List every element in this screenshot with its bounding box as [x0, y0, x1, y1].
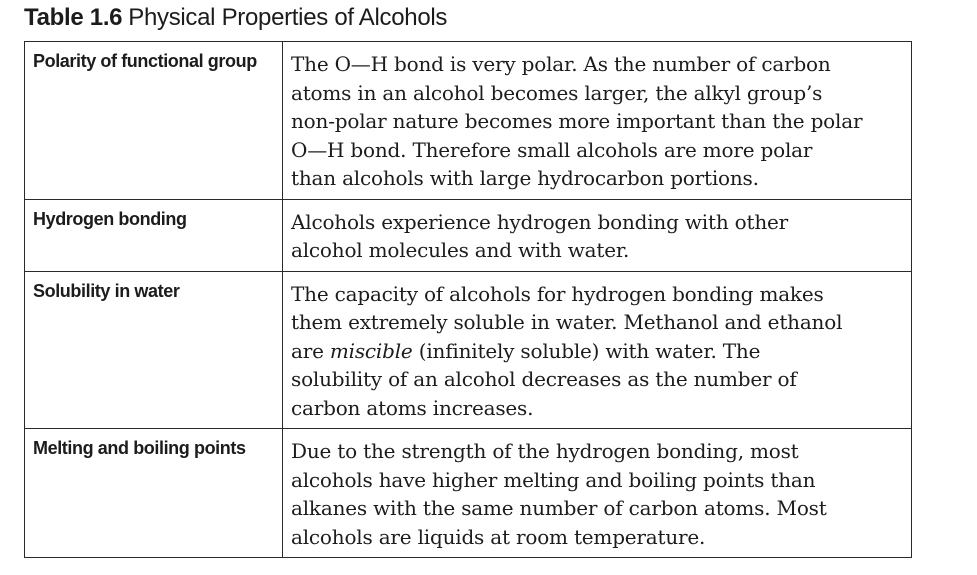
description-line: Due to the strength of the hydrogen bonding, most: [291, 439, 799, 463]
table-row: [25, 429, 912, 558]
property-name: Hydrogen bonding: [25, 199, 283, 271]
property-description: [283, 429, 912, 558]
table-caption: [24, 4, 447, 32]
description-line: alcohol molecules and with water.: [291, 238, 630, 262]
table-number: Table 1.6: [24, 4, 123, 31]
table-row: [25, 199, 912, 271]
property-description: [283, 42, 912, 200]
description-line: than alcohols with large hydrocarbon portions.: [291, 166, 759, 190]
description-line: The O—H bond is very polar. As the number of carbon: [291, 52, 831, 76]
description-line: non-polar nature becomes more important than the polar: [291, 109, 863, 133]
description-line: O—H bond. Therefore small alcohols are more polar: [291, 137, 813, 162]
description-line: (infinitely soluble) with water. The: [418, 338, 761, 363]
property-name: Polarity of functional group: [25, 42, 283, 200]
table-row: [25, 271, 912, 429]
property-description: [283, 199, 912, 271]
description-line: solubility of an alcohol decreases as the number of: [291, 367, 797, 391]
description-line: are: [291, 338, 324, 363]
italic-term: miscible: [329, 338, 413, 363]
description-line: alcohols have higher melting and boiling points than: [291, 467, 816, 492]
description-line: Alcohols experience hydrogen bonding with other: [291, 209, 789, 234]
description-line: atoms in an alcohol becomes larger, the alkyl group’s: [291, 80, 823, 105]
properties-table: [24, 41, 912, 558]
description-line: them extremely soluble in water. Methanol and ethanol: [291, 310, 843, 334]
property-name: Solubility in water: [25, 271, 283, 429]
property-description: [283, 271, 912, 429]
property-name: Melting and boiling points: [25, 429, 283, 558]
description-line: The capacity of alcohols for hydrogen bonding makes: [291, 281, 824, 306]
table-title: Physical Properties of Alcohols: [128, 4, 448, 31]
description-line: alcohols are liquids at room temperature.: [291, 524, 706, 549]
table-row: [25, 42, 912, 200]
description-line: alkanes with the same number of carbon atoms. Most: [291, 496, 827, 520]
description-line: carbon atoms increases.: [291, 395, 534, 420]
